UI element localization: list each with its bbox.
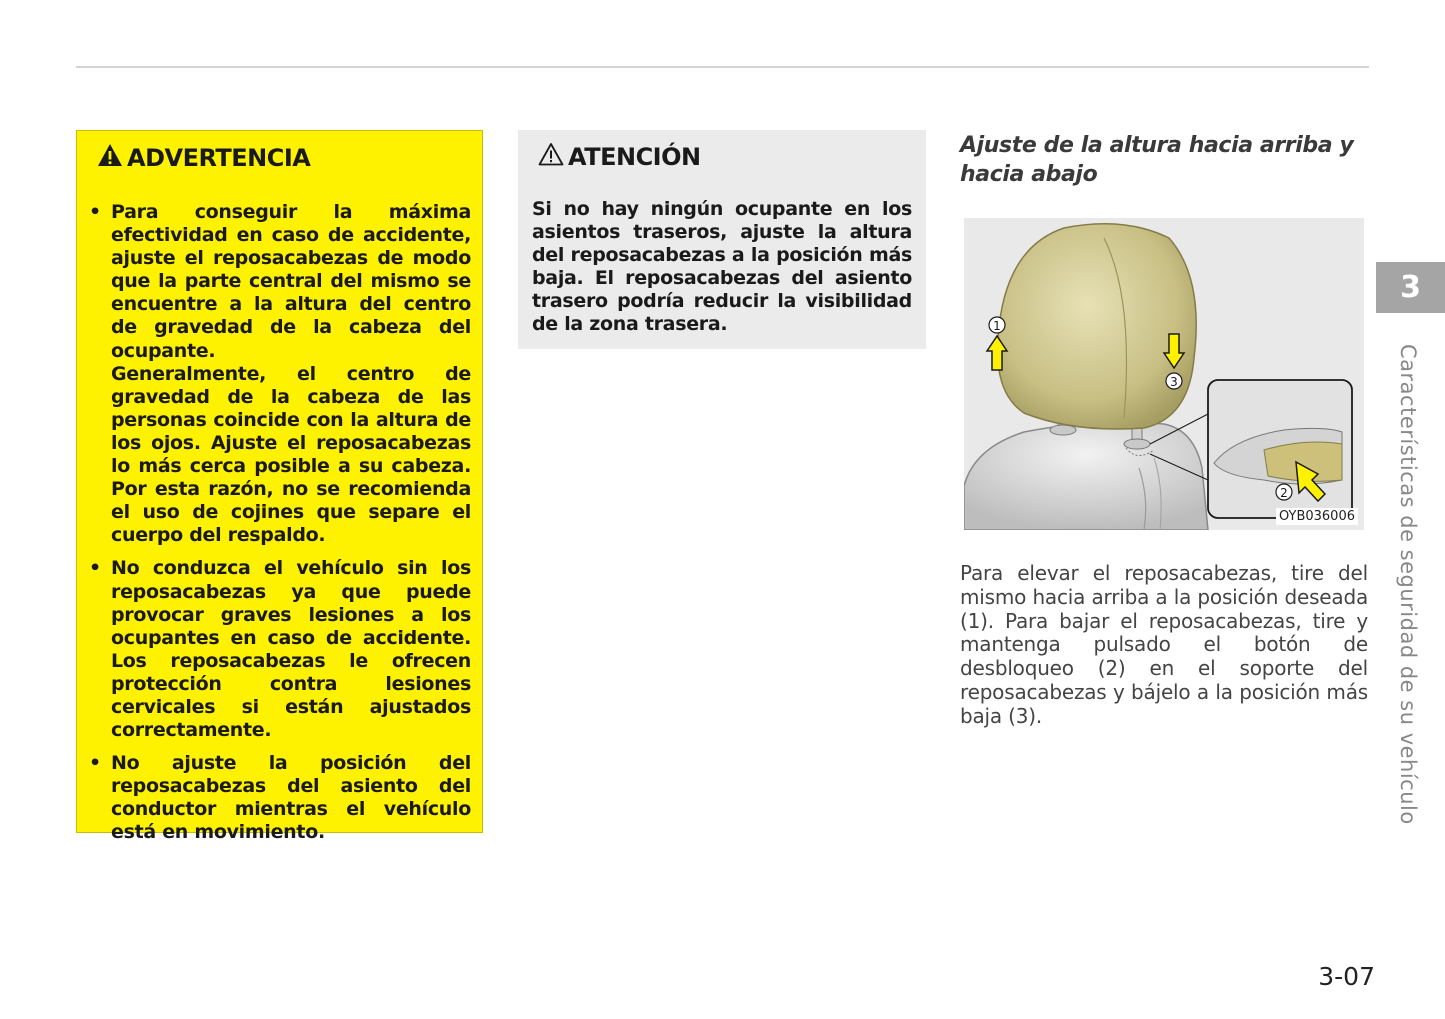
caution-heading: [538, 142, 701, 172]
warning-bullet-extra: Generalmente, el centro de gravedad de la cabeza de las personas coincide con la altura de los ojos. Ajuste el reposacabezas lo más cerca posible a su cabeza. Por esta razón, no se recomienda el uso de cojines que separe el cuerpo del respaldo.: [111, 362, 471, 547]
caution-triangle-icon: [538, 142, 564, 172]
caution-text: Si no hay ningún ocupante en los asientos traseros, ajuste la altura del reposacabezas a la posición más baja. El reposacabezas del asiento trasero podría reducir la visibilidad de la zona trasera.: [532, 198, 912, 336]
chapter-number: 3: [1400, 270, 1421, 305]
headrest-drawing: [964, 218, 1364, 530]
warning-title: ADVERTENCIA: [127, 144, 311, 172]
warning-heading: [97, 143, 310, 173]
warning-triangle-icon: [97, 143, 123, 173]
callout-2: 2: [1280, 486, 1288, 500]
caution-box: [518, 130, 926, 349]
chapter-name: Características de seguridad de su vehículo: [1396, 344, 1420, 825]
page-number: 3-07: [1318, 962, 1375, 991]
warning-bullet: [89, 752, 471, 844]
caution-title: ATENCIÓN: [568, 143, 701, 171]
headrest-illustration: [964, 218, 1364, 530]
warning-bullet-text: • Para conseguir la máxima efectividad en caso de accidente, ajuste el reposacabezas de modo que la parte central del mismo se encuentre a la altura del centro de gravedad de la cabeza del ocupante.: [111, 201, 471, 362]
warning-list: [89, 201, 471, 855]
callout-1: 1: [993, 319, 1001, 333]
warning-bullet: [89, 557, 471, 742]
top-rule: [76, 66, 1369, 68]
warning-bullet-text: • No ajuste la posición del reposacabezas del asiento del conductor mientras el vehículo está en movimiento.: [111, 752, 471, 844]
image-code: OYB036006: [1276, 508, 1358, 525]
chapter-tab: [1376, 262, 1445, 313]
section-title: Ajuste de la altura hacia arriba y hacia abajo: [960, 133, 1354, 187]
warning-box: [76, 130, 483, 844]
callout-3: 3: [1170, 375, 1178, 389]
warning-bullet: [89, 201, 471, 547]
warning-bullet-text: • No conduzca el vehículo sin los reposacabezas ya que puede provocar graves lesiones a los ocupantes en caso de accidente. Los reposacabezas le ofrecen protección contra lesiones cervicales si están ajustados correctamente.: [111, 557, 471, 742]
section-body: Para elevar el reposacabezas, tire del mismo hacia arriba a la posición deseada (1). Para bajar el reposacabezas, tire y mantenga pulsado el botón de desbloqueo (2) en el soporte del reposacabezas y bájelo a la posición más baja (3).: [960, 561, 1368, 728]
